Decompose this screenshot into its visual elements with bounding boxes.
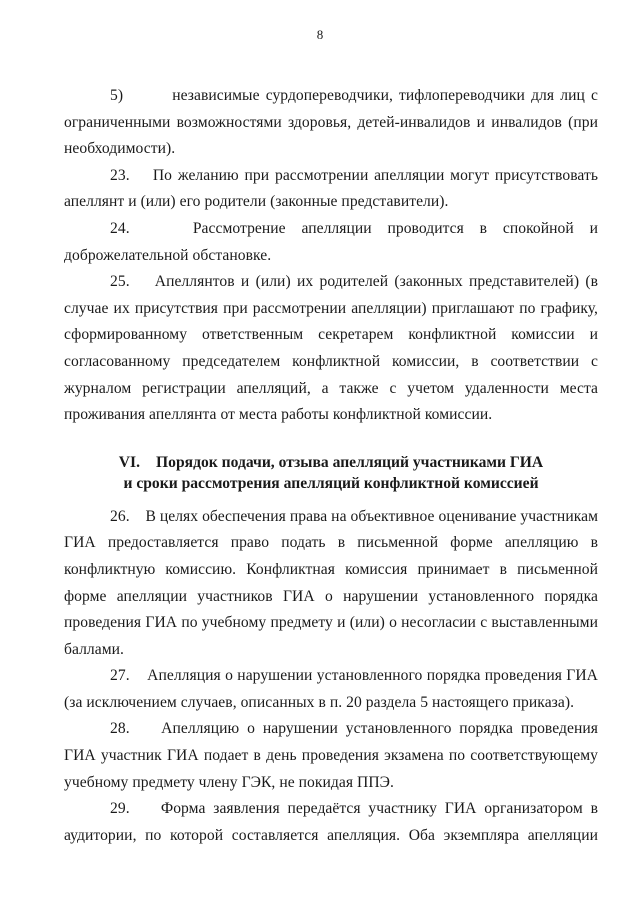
section-heading [64,452,598,494]
section-title-line-2: и сроки рассмотрения апелляций конфликтной комиссией [123,474,539,492]
paragraph-28: 28. Апелляцию о нарушении установленного порядка проведения ГИА участник ГИА подает в день проведения экзамена по соответствующему учебному предмету члену ГЭК, не покидая ППЭ. [64,720,598,791]
document-body [64,83,598,849]
page-number: 8 [316,27,324,42]
paragraph-27: 27. Апелляция о нарушении установленного порядка проведения ГИА (за исключением случаев, описанных в п. 20 раздела 5 настоящего приказа). [64,667,598,711]
paragraph-item-5: 5) независимые сурдопереводчики, тифлопереводчики для лиц с ограниченными возможностями здоровья, детей-инвалидов и инвалидов (при необходимости). [64,87,598,158]
section-heading-line-1 [64,452,598,473]
section-number: VI. [118,453,141,471]
paragraph-24: 24. Рассмотрение апелляции проводится в спокойной и доброжелательной обстановке. [64,219,598,264]
paragraph-25: 25. Апеллянтов и (или) их родителей (законных представителей) (в случае их присутствия при рассмотрении апелляции) приглашают по графику, сформированному ответственным секретарем конфликтной комиссии и согласованному председателем конфликтной комиссии, в соответствии с журналом регистрации апелляций, а также с учетом удаленности места проживания апеллянта от места работы конфликтной комиссии. [64,273,598,424]
paragraph-26: 26. В целях обеспечения права на объективное оценивание участникам ГИА предоставляется право подать в письменной форме апелляцию в конфликтную комиссию. Конфликтная комиссия принимает в письменной форме апелляции участников ГИА о нарушении установленного порядка проведения ГИА по учебному предмету и (или) о несогласии с выставленными баллами. [64,507,598,658]
paragraph-23: 23. По желанию при рассмотрении апелляции могут присутствовать апеллянт и (или) его родители (законные представители). [64,166,598,211]
section-title-line-1: Порядок подачи, отзыва апелляций участниками ГИА [156,453,544,471]
paragraph-29: 29. Форма заявления передаётся участнику ГИА организатором в аудитории, по которой составляется апелляция. Оба экземпляра апелляции [64,800,598,844]
